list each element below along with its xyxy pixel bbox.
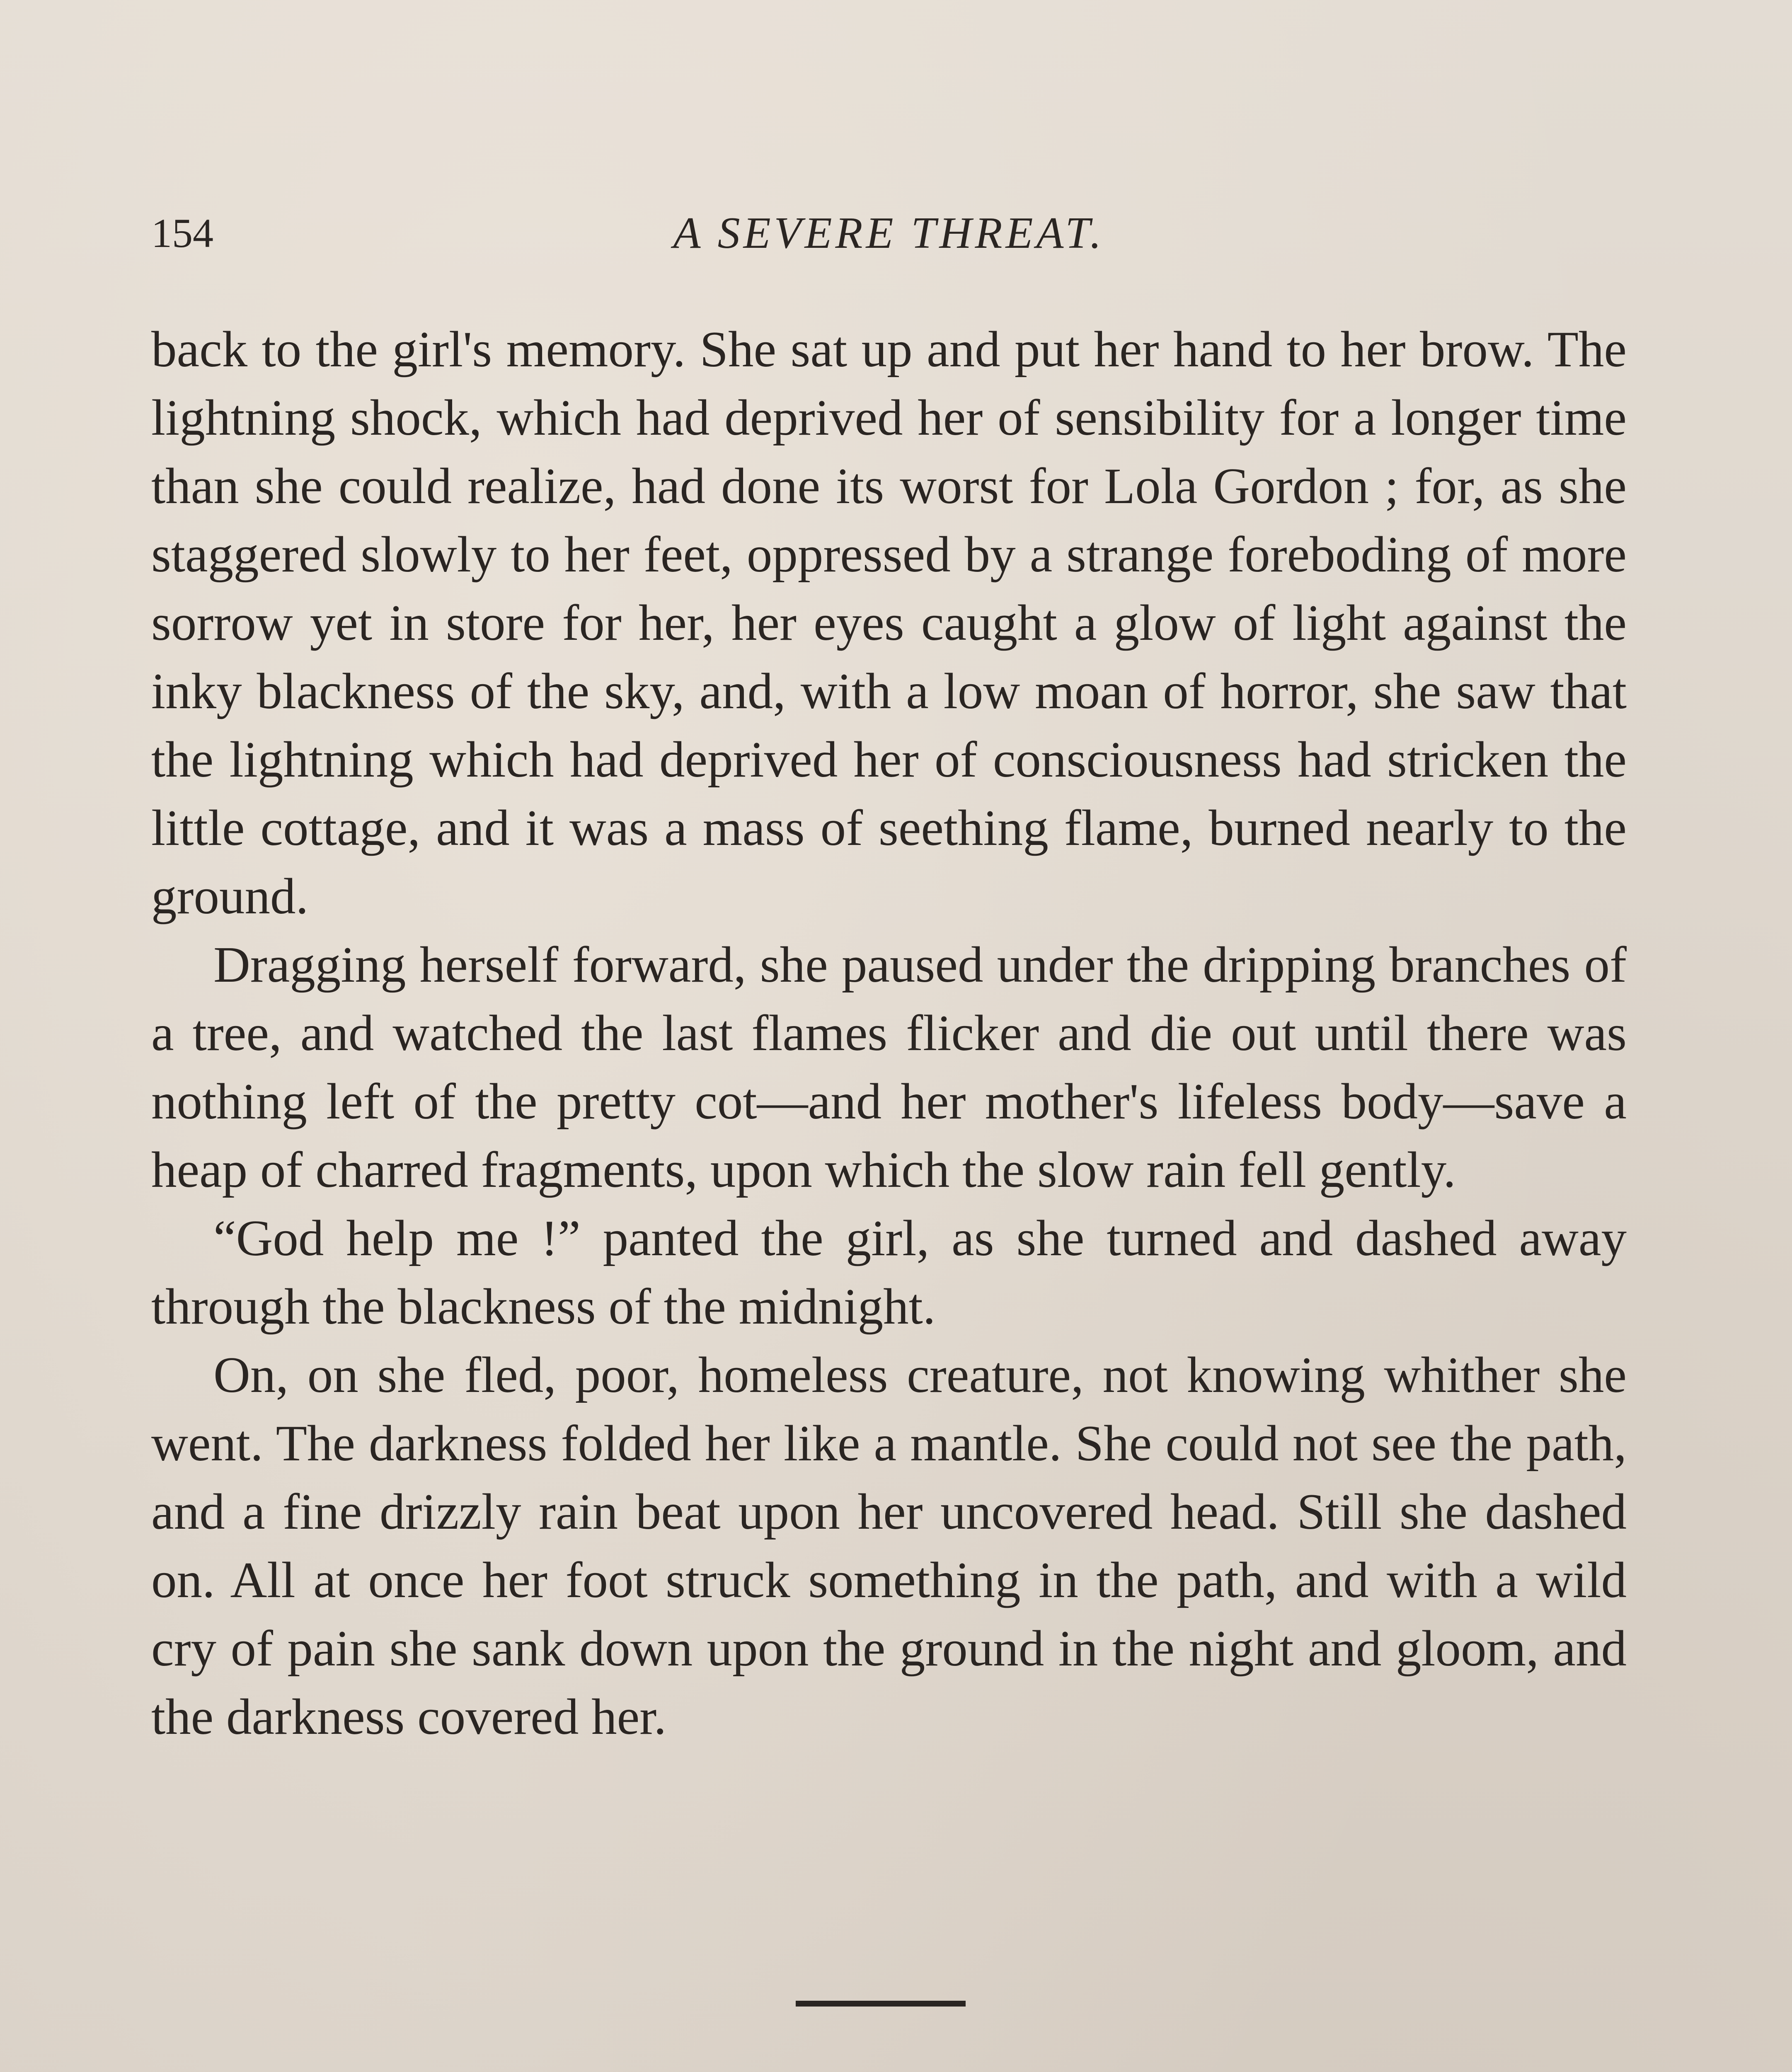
paragraph: Dragging herself forward, she paused under the dripping branches of a tree, and watched the last flames flicker and die out until there was nothing left of the pretty cot—and her mother's lifeless body—save a heap of charred fragments, upon which the slow rain fell gently. xyxy=(151,936,1627,1198)
running-head xyxy=(151,202,1627,264)
running-title: A SEVERE THREAT. xyxy=(673,208,1105,258)
paragraph: “God help me !” panted the girl, as she turned and dashed away through the blackness of the midnight. xyxy=(151,1210,1627,1335)
paragraph: On, on she fled, poor, homeless creature, not knowing whither she went. The darkness folded her like a mantle. She could not see the path, and a fine drizzly rain beat upon her uncovered head. Still she dashed on. All at once her foot struck something in the path, and with a wild cry of pain she sank down upon the ground in the night and gloom, and the darkness covered her. xyxy=(151,1346,1627,1745)
section-divider xyxy=(796,2001,966,2007)
body-text xyxy=(151,315,1627,1751)
paragraph: back to the girl's memory. She sat up and put her hand to her brow. The lightning shock, which had deprived her of sensibility for a longer time than she could realize, had done its worst for Lola Gordon ; for, as she staggered slowly to her feet, oppressed by a strange foreboding of more sorrow yet in store for her, her eyes caught a glow of light against the inky blackness of the sky, and, with a low moan of horror, she saw that the lightning which had deprived her of consciousness had stricken the little cottage, and it was a mass of seething flame, burned nearly to the ground. xyxy=(151,321,1627,925)
page-number: 154 xyxy=(151,210,213,256)
